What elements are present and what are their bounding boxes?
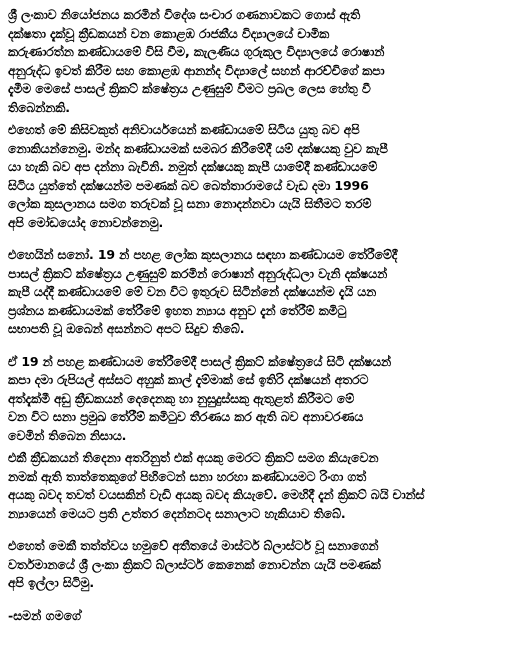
paragraph-5 <box>8 449 512 523</box>
paragraph-6 <box>8 537 512 593</box>
text-line: කැපී යද්දී කණ්ඩායමේ මේ වන විට ඉතුරුව සිටින්නේ දක්ෂයන්ම දැයි යන <box>8 284 377 299</box>
text-line: යා හැකි බව අප දන්නා බැවිනි. නමුත් දක්ෂයකු කැපී යාමේදී කණ්ඩායමේ <box>8 159 378 174</box>
text-line: එහෙත් මෙකී තත්ත්වය හමුවේ අතීතයේ මාස්ටර් බ්ලාස්ටර් වූ සනාගෙන් <box>8 538 379 553</box>
paragraph-spacer <box>8 523 512 537</box>
text-line: එකී ක්‍රීඩකයන් තිදෙනා අතරිනුත් එක් අයකු මෙරට ක්‍රිකට් සමග කියැවෙන <box>8 450 379 465</box>
paragraph-spacer <box>8 593 512 607</box>
text-line: අපි ඉල්ලා සිටිමු. <box>8 575 94 590</box>
text-line: කරුණාරත්න කණ්ඩායමේ විසි වීම, කැලණිය ගුරුකුල විද්‍යාලයේ රොෂාන් <box>8 44 385 59</box>
text-line: දැමීම මෙසේ පාසල් ක්‍රිකට් ක්ෂේත්‍රය උණුසුම් වීමට ප්‍රබල ලෙස හේතු වී <box>8 81 371 96</box>
text-line: අපි මෝඩයෝද නොවන්නෙමු. <box>8 214 164 230</box>
text-line: එහෙත් මේ කිසිවකුත් අනිවාර්යයෙන් කණ්ඩායමේ සිටිය යුතු බව අපි <box>8 122 360 137</box>
paragraph-4 <box>8 353 512 446</box>
text-line: වන විට සනා ප්‍රමුඛ තේරීම් කමිටුව තීරණය කර ඇති බව අනාවරණය <box>8 409 364 424</box>
text-line: නොකියන්නෙමු. මන්ද කණ්ඩායමක් සමබර කිරීමේදී යම් දක්ෂයකු වුව කැපී <box>8 140 388 156</box>
paragraph-spacer <box>8 339 512 353</box>
text-line: තිබෙන්නකි. <box>8 99 70 115</box>
paragraph-1 <box>8 6 512 117</box>
paragraph-2 <box>8 121 512 232</box>
text-line: දක්ෂතා දැක්වූ ක්‍රීඩකයන් වන කොළඹ රාජකීය විද්‍යාලයේ චාමික <box>8 25 330 41</box>
text-line: අනුරුද්ධ ඉවත් කිරීම සහ කොළඹ ආනන්ද විද්‍යාලේ සහන් ආරච්චිගේ කපා <box>8 62 385 78</box>
text-line: න්‍යායෙන් මෙයට ප්‍රති උත්තර දෙන්නටද සනාලාට හැකියාව තිබේ. <box>8 505 346 521</box>
text-line: එහෙයින් සනෝ. 19 න් පහළ ලෝක කුසලානය සඳහා කණ්ඩායම තේරීමේදී <box>8 247 398 262</box>
paragraph-3 <box>8 246 512 339</box>
text-line: වෙමින් තිබෙන නිසාය. <box>8 427 127 443</box>
paragraph-spacer <box>8 232 512 246</box>
text-line: ඒ 19 න් පහළ කණ්ඩායම තේරීමේදී පාසල් ක්‍රිකට් ක්ෂේත්‍රයේ සිටි දක්ෂයන් <box>8 353 392 369</box>
text-line: කපා දමා රුපියල් අස්සට අහුක් කාල් දැම්මාක් සේ ඉතිරි දක්ෂයන් අතරට <box>8 372 369 387</box>
text-line: නමක් ඇති තාත්තෙකුගේ පිහිටෙන් සනා හරහා කණ්ඩායමට රිංගා ගත් <box>8 468 367 484</box>
text-line: අත්දැක්මී අඩු ක්‍රීඩකයන් දෙදෙනකු හා නුසුදුස්සකු ඇතුළත් කිරීමට මේ <box>8 390 355 406</box>
text-line: වර්තමානයේ ශ්‍රී ලංකා ක්‍රිකට් බ්ලාස්ටර් කෙනෙක් නොවන්න යැයි පමණක් <box>8 556 381 572</box>
text-line: සභාපති වූ ඔබෙන් අසන්නට අපට සිදුව තිබේ. <box>8 321 245 336</box>
text-line: අයකු බවද තවත් වයසකින් වැඩි අයකු බවද කියැවේ. මෙහිදී දැන් ක්‍රිකට් බයි චාන්ස් <box>8 487 425 502</box>
text-line: ප්‍රශ්නය කණ්ඩායමක් තේරීමේ ඉහත න්‍යාය අනුව දැන් තේරීම් කමිටු <box>8 302 347 318</box>
author-signature: -සමන් ගමගේ <box>8 607 82 623</box>
text-line: ලෝක කුසලානය සමග තරුවක් වූ සනා නොදන්නවා යැයි සිතීමට තරම් <box>8 196 372 211</box>
text-line: ශ්‍රී ලංකාව නියෝජනය කරමින් විදේශ සංචාර ගණනාවකට ගොස් ඇති <box>8 7 361 22</box>
text-line: සිටිය යුත්තේ දක්ෂයන්ම පමණක් බව බෙත්තාරාමයේ වැඩ දමා 1996 <box>8 177 369 193</box>
text-line: පාසල් ක්‍රිකට් ක්ෂේත්‍රය උණුසුම් කරමින් රොෂාන් අනුරුද්ධලා වැනි දක්ෂයන් <box>8 265 388 281</box>
